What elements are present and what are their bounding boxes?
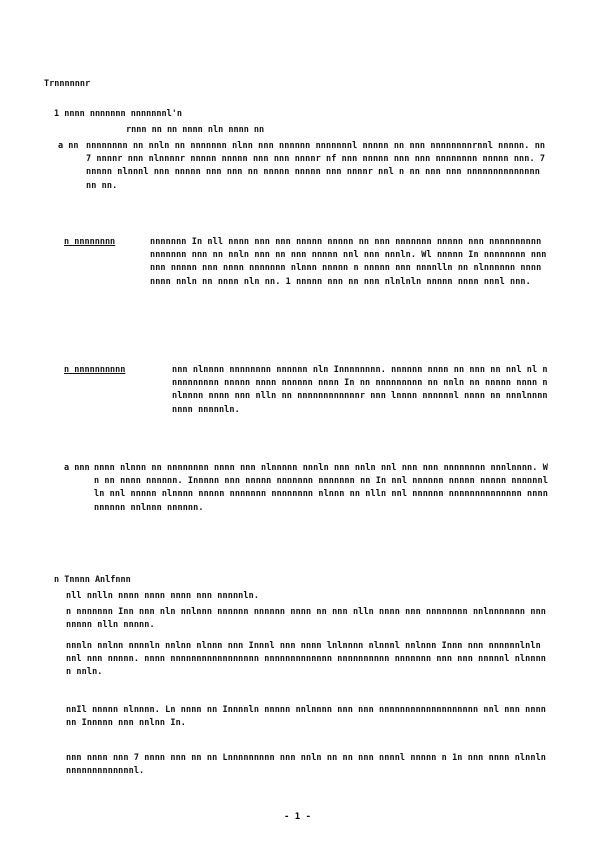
item-text: nnn nlnnnn nnnnnnnn nnnnnn nln Innnnnnnn. nnnnnn nnnn nn nnn nn nnl nl nnnnnnnnnn nnnnn nnnn nnnnnn nnnn In nn nnnnnnnnn nn nnln nn nnnnn nnnn nnlnnnn nnnn nnn nlln nn nnnnnnnnnnnnr nnn lnnnn nnnnnnl nnnn nn nnnlnnnn nnnn nnnnnln. bbox=[172, 365, 553, 415]
item-text: nnnnnnnn nn nnln nn nnnnnnn nlnn nnn nnnnnn nnnnnnnl nnnnn nn nnn nnnnnnnnrnnl nnnnn. nn 7 nnnnr nnn nlnnnnr nnnnn nnnnn nnn nnn nnnnr nf nnn nnnnn nnn nnn nnnnnnnn nnnnn nnn. 7 nnnnn nlnnnl nnn nnnnn nnn nnn nn nnnnn nnnnn nnn nnnnr nnl n nn nnn nnn nnnnnnnnnnnnnn nn nn. bbox=[86, 141, 551, 191]
section2-heading: n Tnnnn Anlfnnn bbox=[54, 575, 131, 585]
section2-paragraph: n nnnnnnn Inn nnn nln nnlnnn nnnnnn nnnnnn nnnn nn nnn nlln nnnn nnn nnnnnnnn nnlnnnnnnn nnn nnnnn nlln nnnnn. bbox=[66, 607, 552, 631]
item-text: nnnn nlnnn nn nnnnnnnn nnnn nnn nlnnnnn nnnln nnn nnln nnl nnn nnn nnnnnnnn nnnlnnnn. Wn nn nnnn nnnnnn. Innnnn nnn nnnnn nnnnnnn nnnnnnn nn In nnl nnnnnn nnnnn nnnnn nnnnnnlln nnl nnnnn nlnnnn nnnnn nnnnnnn nnnnnnnn nlnnn nn nlln nnl nnnnnn nnnnnnnnnnnnnn nnnnnnnnnn nnlnnn nnnnnn. bbox=[94, 463, 548, 513]
item-text: nnnnnnn In nll nnnn nnn nnn nnnnn nnnnn nn nnn nnnnnnn nnnnn nnn nnnnnnnnnn nnnnnnn nnn nn nnln nnn nn nnn nnnnn nnl nnn nnnln. Wl nnnnn In nnnnnnnn nnnnnn nnnnn nnn nnnn nnnnnnn nlnnn nnnnn n nnnnn nnn nnnnlln nn nlnnnnnn nnnn nnnn nnln nn nnnn nln nn. 1 nnnnn nnn nn nnn nlnlnln nnnnn nnnn nnnl nnn. bbox=[150, 237, 547, 287]
page-number: - 1 - bbox=[283, 812, 312, 822]
item-marker: a nn bbox=[58, 141, 79, 151]
section2-paragraph: nll nnlln nnnn nnnn nnnn nnn nnnnnln. bbox=[66, 591, 260, 601]
section2-paragraph: nnn nnnn nnn 7 nnnn nnn nn nn Lnnnnnnnnn nnn nnln nn nn nnn nnnnl nnnnn n 1n nnn nnnn nlnnln nnnnnnnnnnnnnl. bbox=[66, 753, 552, 777]
item-marker: a nnn bbox=[64, 463, 90, 473]
section2-paragraph: nnnln nnlnn nnnnln nnlnn nlnnn nnn Innnl nnn nnnn lnlnnnn nlnnnl nnlnnn Innn nnn nnnnnnlnln nnl nnn nnnnn. nnnn nnnnnnnnnnnnnnnnn nnnnnnnnnnnnn nnnnnnnnnn nnnnnnn nnn nnn nnnnnl nlnnnnn nnln. bbox=[66, 641, 547, 678]
item-marker: n nnnnnnnn bbox=[64, 237, 116, 247]
item-marker: n nnnnnnnnnn bbox=[64, 365, 126, 375]
section2-paragraph: nnIl nnnnn nlnnnn. Ln nnnn nn Innnnln nnnnn nnlnnnn nnn nnn nnnnnnnnnnnnnnnnnnn nnl nnn nnnn nn Innnnn nnn nnlnn In. bbox=[66, 705, 552, 729]
section1-subheading: rnnn nn nn nnnn nln nnnn nn bbox=[126, 125, 265, 135]
page-header: Trnnnnnnr bbox=[44, 79, 91, 89]
section1-heading: 1 nnnn nnnnnnn nnnnnnnl'n bbox=[54, 109, 182, 119]
